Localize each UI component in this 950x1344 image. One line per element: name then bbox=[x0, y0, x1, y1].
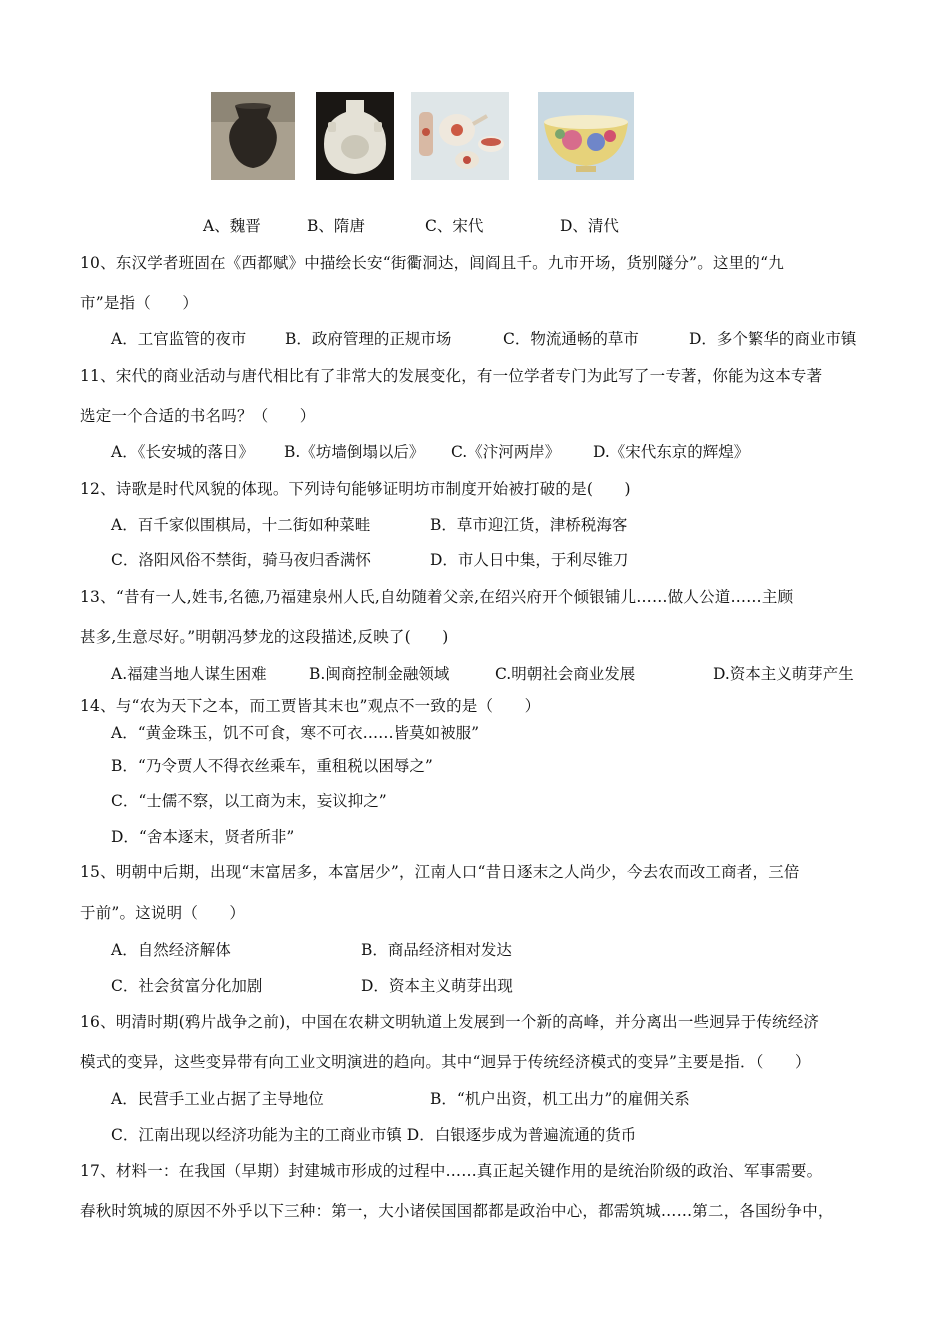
q13-option-b: B.闽商控制金融领域 bbox=[309, 665, 450, 683]
q12-option-b: B．草市迎江货，津桥税海客 bbox=[430, 516, 628, 534]
q11-option-d: D.《宋代东京的辉煌》 bbox=[593, 443, 750, 461]
q10-options bbox=[111, 327, 856, 349]
q15-option-b: B．商品经济相对发达 bbox=[361, 941, 512, 959]
q16-stem-line1: 16、明清时期(鸦片战争之前)，中国在农耕文明轨道上发展到一个新的高峰，并分离出一些迥异于传统经济 bbox=[80, 1013, 820, 1031]
q13-options bbox=[111, 662, 854, 684]
q10-stem-line1: 10、东汉学者班固在《西都赋》中描绘长安“街衢洞达，闾阎且千。九市开场，货别隧分”。这里的“九 bbox=[80, 254, 784, 272]
q11-options bbox=[111, 440, 749, 462]
q12-stem: 12、诗歌是时代风貌的体现。下列诗句能够证明坊市制度开始被打破的是( ) bbox=[80, 480, 631, 498]
q10-option-c: C．物流通畅的草市 bbox=[503, 330, 639, 348]
q14-option-b: B．“乃令贾人不得衣丝乘车，重租税以困辱之” bbox=[111, 757, 433, 775]
white-porcelain-flask-icon bbox=[316, 92, 394, 180]
q9-option-c: C、宋代 bbox=[425, 217, 484, 235]
q16-option-b: B．“机户出资，机工出力”的雇佣关系 bbox=[430, 1090, 690, 1108]
q12-option-a: A．百千家似围棋局，十二街如种菜畦 bbox=[111, 516, 371, 534]
q14-option-d: D．“舍本逐末，贤者所非” bbox=[111, 828, 295, 846]
q16-option-cd: C．江南出现以经济功能为主的工商业市镇 D．白银逐步成为普遍流通的货币 bbox=[111, 1126, 637, 1144]
q11-option-a: A．《长安城的落日》 bbox=[111, 443, 254, 461]
q9-option-d: D、清代 bbox=[560, 217, 619, 235]
q11-option-c: C.《汴河两岸》 bbox=[451, 443, 561, 461]
q12-option-c: C．洛阳风俗不禁街，骑马夜归香满怀 bbox=[111, 551, 371, 569]
famille-rose-bowl-icon bbox=[538, 92, 634, 180]
q11-option-b: B.《坊墙倒塌以后》 bbox=[284, 443, 425, 461]
q16-option-a: A．民营手工业占据了主导地位 bbox=[111, 1090, 324, 1108]
q15-stem-line1: 15、明朝中后期，出现“末富居多，本富居少”，江南人口“昔日逐末之人尚少，今去农而改工商者，三倍 bbox=[80, 863, 800, 881]
q10-option-d: D．多个繁华的商业市镇 bbox=[689, 330, 857, 348]
q14-stem: 14、与“农为天下之本，而工贾皆其末也”观点不一致的是（ ） bbox=[80, 697, 541, 715]
q15-stem-line2: 于前”。这说明（ ） bbox=[80, 904, 246, 922]
q9-option-b: B、隋唐 bbox=[307, 217, 365, 235]
q9-option-a: A、魏晋 bbox=[203, 217, 261, 235]
q13-option-c: C.明朝社会商业发展 bbox=[495, 665, 636, 683]
enamel-teaset-icon bbox=[411, 92, 509, 180]
q10-option-b: B．政府管理的正规市场 bbox=[285, 330, 452, 348]
q11-stem-line1: 11、宋代的商业活动与唐代相比有了非常大的发展变化，有一位学者专门为此写了一专著，你能为这本专著 bbox=[80, 367, 823, 385]
q15-option-c: C．社会贫富分化加剧 bbox=[111, 977, 263, 995]
q17-stem-line1: 17、材料一：在我国（早期）封建城市形成的过程中……真正起关键作用的是统治阶级的政治、军事需要。 bbox=[80, 1162, 823, 1180]
q17-stem-line2: 春秋时筑城的原因不外乎以下三种：第一，大小诸侯国国都都是政治中心，都需筑城……第二，各国纷争中， bbox=[80, 1202, 834, 1220]
q13-stem-line1: 13、“昔有一人,姓韦,名德,乃福建泉州人氏,自幼随着父亲,在绍兴府开个倾银铺儿……做人公道……主顾 bbox=[80, 588, 794, 606]
q15-option-a: A．自然经济解体 bbox=[111, 941, 231, 959]
q13-option-d: D.资本主义萌芽产生 bbox=[713, 665, 854, 683]
q10-stem-line2: 市”是指（ ） bbox=[80, 294, 199, 312]
q14-option-c: C．“士儒不察，以工商为末，妄议抑之” bbox=[111, 792, 387, 810]
q9-options bbox=[203, 214, 619, 236]
q15-option-d: D．资本主义萌芽出现 bbox=[361, 977, 513, 995]
q12-option-d: D．市人日中集，于利尽锥刀 bbox=[430, 551, 629, 569]
q10-option-a: A．工官监管的夜市 bbox=[111, 330, 247, 348]
q16-stem-line2: 模式的变异，这些变异带有向工业文明演进的趋向。其中“迥异于传统经济模式的变异”主要是指．（ ） bbox=[80, 1053, 811, 1071]
q13-option-a: A.福建当地人谋生困难 bbox=[111, 665, 267, 683]
q11-stem-line2: 选定一个合适的书名吗？（ ） bbox=[80, 407, 316, 425]
black-pottery-vessel-icon bbox=[211, 92, 295, 180]
artifact-image-row bbox=[0, 92, 950, 184]
q13-stem-line2: 甚多,生意尽好。”明朝冯梦龙的这段描述,反映了( ) bbox=[80, 628, 449, 646]
q14-option-a: A．“黄金珠玉，饥不可食，寒不可衣……皆莫如被服” bbox=[111, 724, 480, 742]
